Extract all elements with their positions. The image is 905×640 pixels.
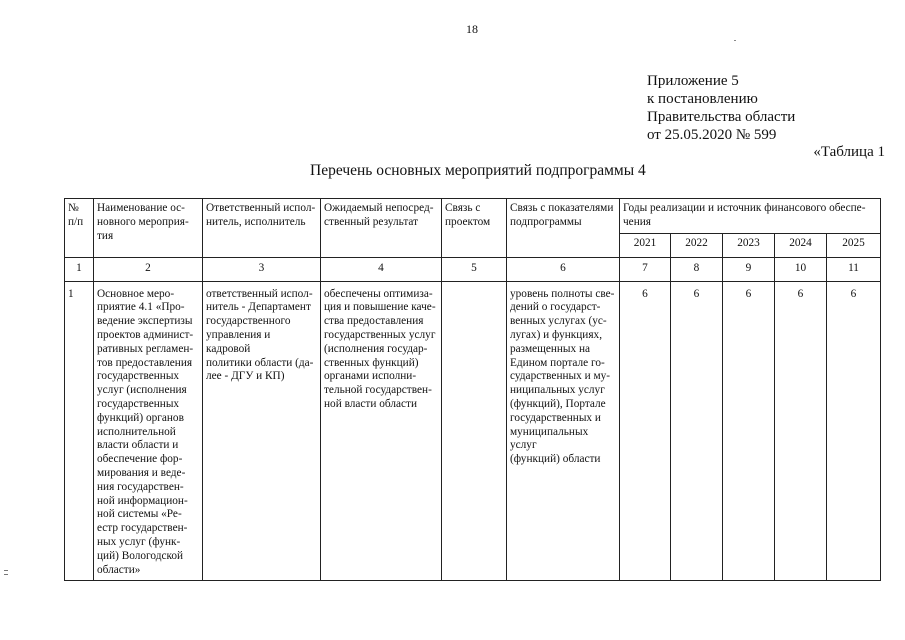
header-years-group: Годы реализации и источник финансового обеспе- чения <box>620 199 881 234</box>
header-year: 2022 <box>671 233 723 257</box>
header-year: 2023 <box>723 233 775 257</box>
column-number: 4 <box>321 257 442 281</box>
row-num: 1 <box>65 281 94 581</box>
table-label: «Таблица 1 <box>813 144 885 160</box>
page-number: 18 <box>466 22 478 36</box>
header-year: 2025 <box>827 233 881 257</box>
appendix-line-4: от 25.05.2020 № 599 <box>647 127 777 143</box>
header-row <box>65 199 881 234</box>
row-year-value: 6 <box>723 281 775 581</box>
column-number: 9 <box>723 257 775 281</box>
row-year-value: 6 <box>775 281 827 581</box>
column-number: 3 <box>203 257 321 281</box>
scan-mark <box>4 570 8 575</box>
document-title: Перечень основных мероприятий подпрограммы 4 <box>310 162 646 179</box>
column-number: 2 <box>94 257 203 281</box>
appendix-line-3: Правительства области <box>647 109 796 125</box>
row-executor: ответственный испол- нитель - Департамент государственного управления и кадровой политики области (да- лее - ДГУ и КП) <box>203 281 321 581</box>
column-number: 1 <box>65 257 94 281</box>
row-project <box>442 281 507 581</box>
column-number: 8 <box>671 257 723 281</box>
column-number-row <box>65 257 881 281</box>
row-result: обеспечены оптимиза- ция и повышение каче- ства предоставления государственных услуг (исполнения государ- ственных функций) органами исполни- тельной государствен- ной власти области <box>321 281 442 581</box>
row-year-value: 6 <box>827 281 881 581</box>
header-name: Наименование ос- новного мероприя- тия <box>94 199 203 258</box>
column-number: 5 <box>442 257 507 281</box>
row-name: Основное меро- приятие 4.1 «Про- ведение экспертизы проектов админист- ративных регламен- тов предоставления государственных услуг (исполнения государственных функций) органов исполнительной власти области и обеспечение фор- мирования и веде- ния государствен- ной информацион- ной системы «Ре- естр государствен- ных услуг (функ- ций) Вологодской области» <box>94 281 203 581</box>
column-number: 6 <box>507 257 620 281</box>
appendix-line-1: Приложение 5 <box>647 73 739 89</box>
header-project: Связь с проектом <box>442 199 507 258</box>
row-year-value: 6 <box>671 281 723 581</box>
header-num: № п/п <box>65 199 94 258</box>
header-indicators: Связь с показателями подпрограммы <box>507 199 620 258</box>
appendix-block <box>647 72 795 144</box>
header-executor: Ответственный испол- нитель, исполнитель <box>203 199 321 258</box>
row-indicators: уровень полноты све- дений о государст- венных услугах (ус- лугах) и функциях, размещенных на Едином портале го- сударственных и му- ниципальных услуг (функций), Портале государственных и муниципальных услуг (функций) области <box>507 281 620 581</box>
measures-table <box>64 198 881 581</box>
header-year: 2024 <box>775 233 827 257</box>
header-year: 2021 <box>620 233 671 257</box>
header-result: Ожидаемый непосред- ственный результат <box>321 199 442 258</box>
table-row <box>65 281 881 581</box>
column-number: 10 <box>775 257 827 281</box>
appendix-line-2: к постановлению <box>647 91 758 107</box>
scan-speck <box>734 40 736 41</box>
column-number: 11 <box>827 257 881 281</box>
row-year-value: 6 <box>620 281 671 581</box>
column-number: 7 <box>620 257 671 281</box>
